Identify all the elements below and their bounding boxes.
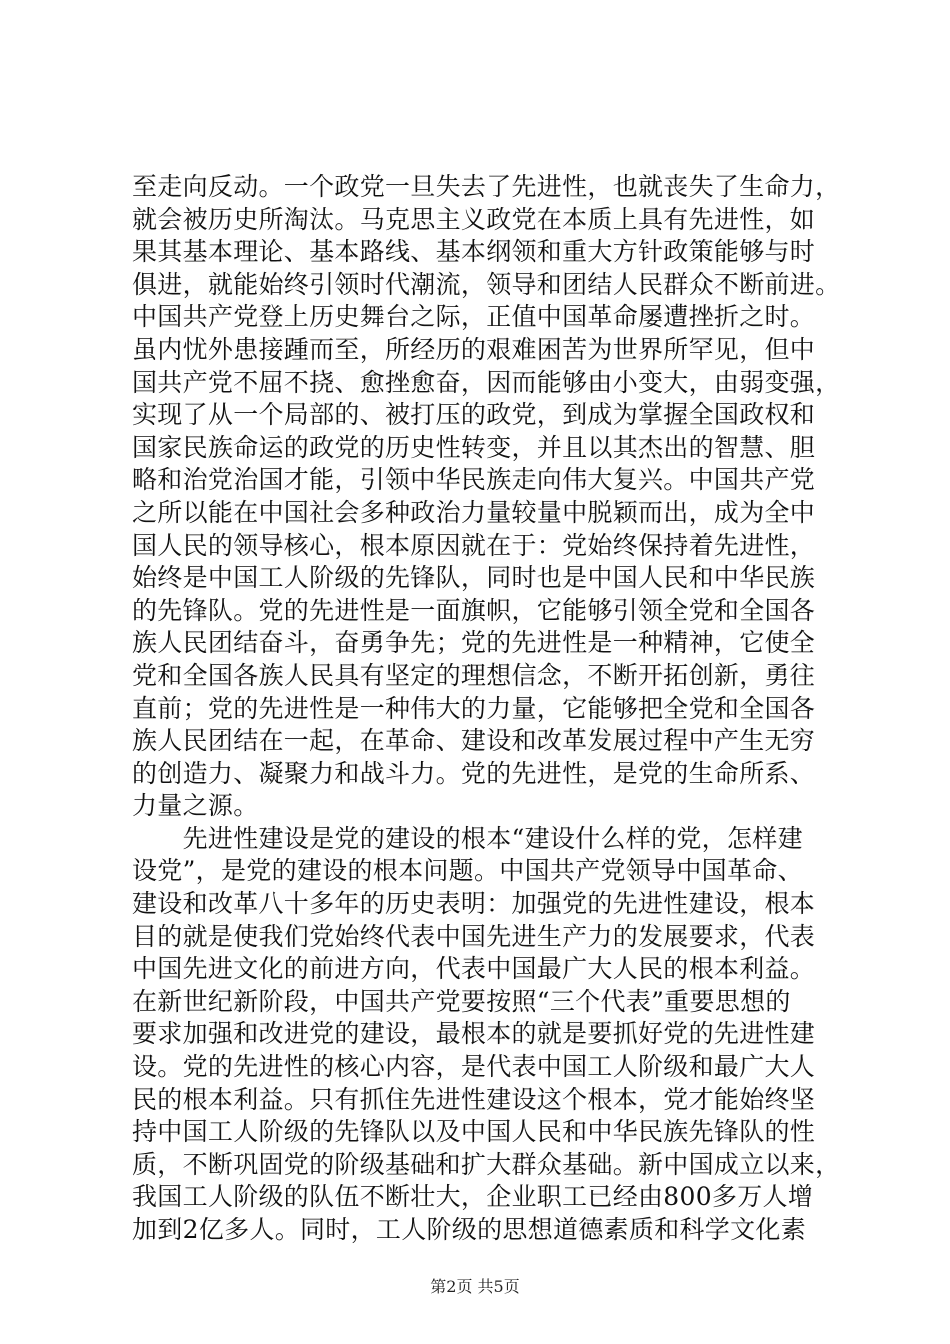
text-line: 的创造力、凝聚力和战斗力。党的先进性，是党的生命所系、 [132,758,816,788]
text-line: 俱进，就能始终引领时代潮流，领导和团结人民群众不断前进。 [132,269,841,299]
text-line: 中国先进文化的前进方向，代表中国最广大人民的根本利益。 [132,954,816,984]
text-line: 要求加强和改进党的建设，最根本的就是要抓好党的先进性建 [132,1019,816,1049]
text-line: 建设和改革八十多年的历史表明：加强党的先进性建设，根本 [132,889,816,919]
text-line: 的先锋队。党的先进性是一面旗帜，它能够引领全党和全国各 [132,595,816,625]
text-line: 直前；党的先进性是一种伟大的力量，它能够把全党和全国各 [132,693,816,723]
text-line: 力量之源。 [132,791,259,821]
text-line: 至走向反动。一个政党一旦失去了先进性，也就丧失了生命力， [132,172,841,201]
text-line: 略和治党治国才能，引领中华民族走向伟大复兴。中国共产党 [132,465,816,495]
page-number-footer: 第2页 共5页 [430,1277,520,1296]
text-line: 设党”，是党的建设的根本问题。中国共产党领导中国革命、 [132,856,803,886]
text-line: 目的就是使我们党始终代表中国先进生产力的发展要求，代表 [132,921,816,951]
text-line: 国共产党不屈不挠、愈挫愈奋，因而能够由小变大，由弱变强， [132,367,841,397]
text-line: 在新世纪新阶段，中国共产党要按照“三个代表”重要思想的 [132,986,791,1016]
text-line: 之所以能在中国社会多种政治力量较量中脱颖而出，成为全中 [132,497,816,527]
text-line: 实现了从一个局部的、被打压的政党，到成为掌握全国政权和 [132,400,816,430]
text-line: 虽内忧外患接踵而至，所经历的艰难困苦为世界所罕见，但中 [132,334,816,364]
text-line: 国人民的领导核心，根本原因就在于：党始终保持着先进性， [132,530,816,560]
text-line: 我国工人阶级的队伍不断壮大，企业职工已经由800多万人增 [132,1182,814,1212]
text-line: 设。党的先进性的核心内容，是代表中国工人阶级和最广大人 [132,1052,816,1082]
text-line: 质，不断巩固党的阶级基础和扩大群众基础。新中国成立以来， [132,1149,841,1179]
text-line: 加到2亿多人。同时，工人阶级的思想道德素质和科学文化素 [132,1215,807,1244]
text-line: 持中国工人阶级的先锋队以及中国人民和中华民族先锋队的性 [132,1117,816,1147]
text-line: 族人民团结在一起，在革命、建设和改革发展过程中产生无穷 [132,726,816,756]
text-line: 民的根本利益。只有抓住先进性建设这个根本，党才能始终坚 [132,1084,816,1114]
text-line: 果其基本理论、基本路线、基本纲领和重大方针政策能够与时 [132,237,816,267]
text-line: 就会被历史所淘汰。马克思主义政党在本质上具有先进性，如 [132,204,816,234]
text-line: 党和全国各族人民具有坚定的理想信念，不断开拓创新，勇往 [132,660,816,690]
text-line: 始终是中国工人阶级的先锋队，同时也是中国人民和中华民族 [132,563,816,593]
text-line: 中国共产党登上历史舞台之际，正值中国革命屡遭挫折之时。 [132,302,816,332]
text-line: 族人民团结奋斗，奋勇争先；党的先进性是一种精神，它使全 [132,628,816,658]
text-line: 先进性建设是党的建设的根本“建设什么样的党，怎样建 [132,823,803,853]
body-text [132,171,841,1247]
text-line: 国家民族命运的政党的历史性转变，并且以其杰出的智慧、胆 [132,432,816,462]
